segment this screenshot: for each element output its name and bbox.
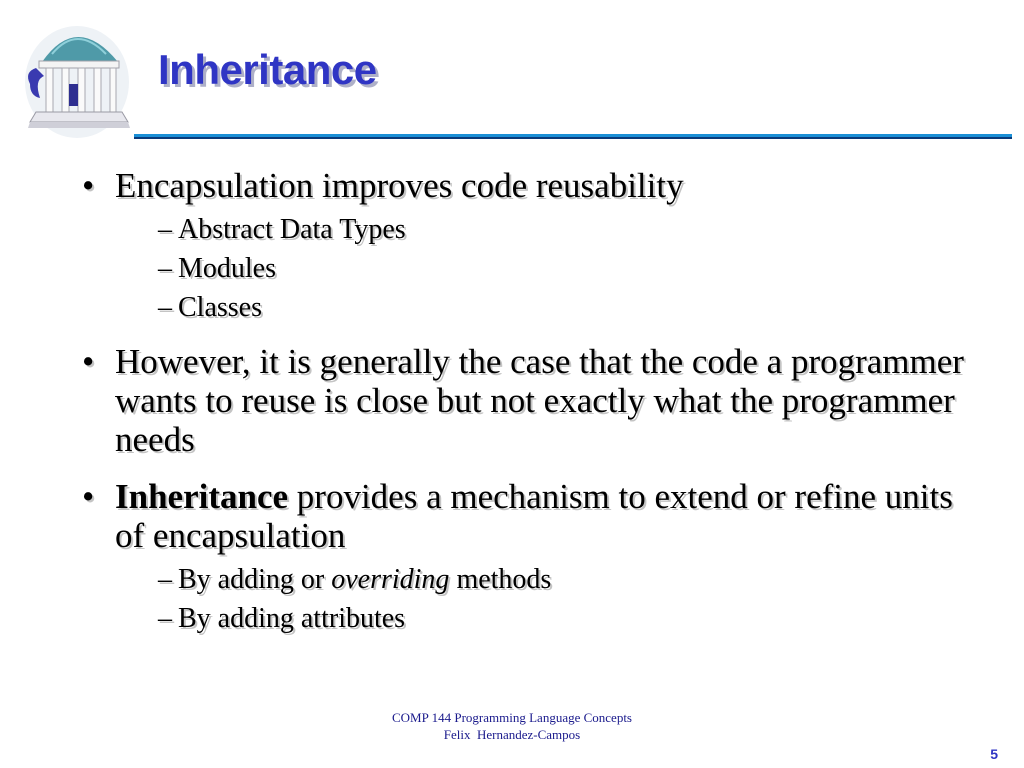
slide-footer [0, 709, 1024, 743]
bullet-encapsulation [80, 166, 980, 324]
bullet-reuse-gap [80, 342, 980, 459]
bullet-dot-icon: • [82, 477, 95, 516]
bullet-dot-icon: • [82, 166, 95, 205]
footer-author: Felix Hernandez-Campos [443, 727, 581, 742]
title-underline [134, 134, 1012, 140]
bullet-text: provides a mechanism to extend or refine units of encapsulation [115, 477, 953, 555]
bullet-text: Encapsulation improves code reusability [115, 166, 684, 205]
old-well-logo-icon [22, 18, 132, 140]
sub-bullet-adding-attributes: – By adding attributes [158, 603, 406, 634]
bullet-inheritance [80, 477, 980, 635]
inheritance-term: Inheritance [115, 477, 289, 516]
bullet-text: However, it is generally the case that the code a programmer wants to reuse is close but not exactly what the programmer needs [115, 342, 964, 459]
slide-body [80, 166, 980, 649]
sub-bullet-classes: – Classes [158, 292, 262, 323]
sub-bullet-abstract-data-types: – Abstract Data Types [158, 214, 406, 245]
overriding-term: overriding [331, 564, 450, 595]
bullet-dot-icon: • [82, 342, 95, 381]
sub-bullet-overriding-methods: – By adding or overriding methods [158, 564, 552, 595]
slide-title: Inheritance [158, 46, 377, 93]
page-number: 5 [990, 746, 998, 762]
footer-course: COMP 144 Programming Language Concepts [392, 710, 632, 725]
sub-bullet-modules: – Modules [158, 253, 276, 284]
